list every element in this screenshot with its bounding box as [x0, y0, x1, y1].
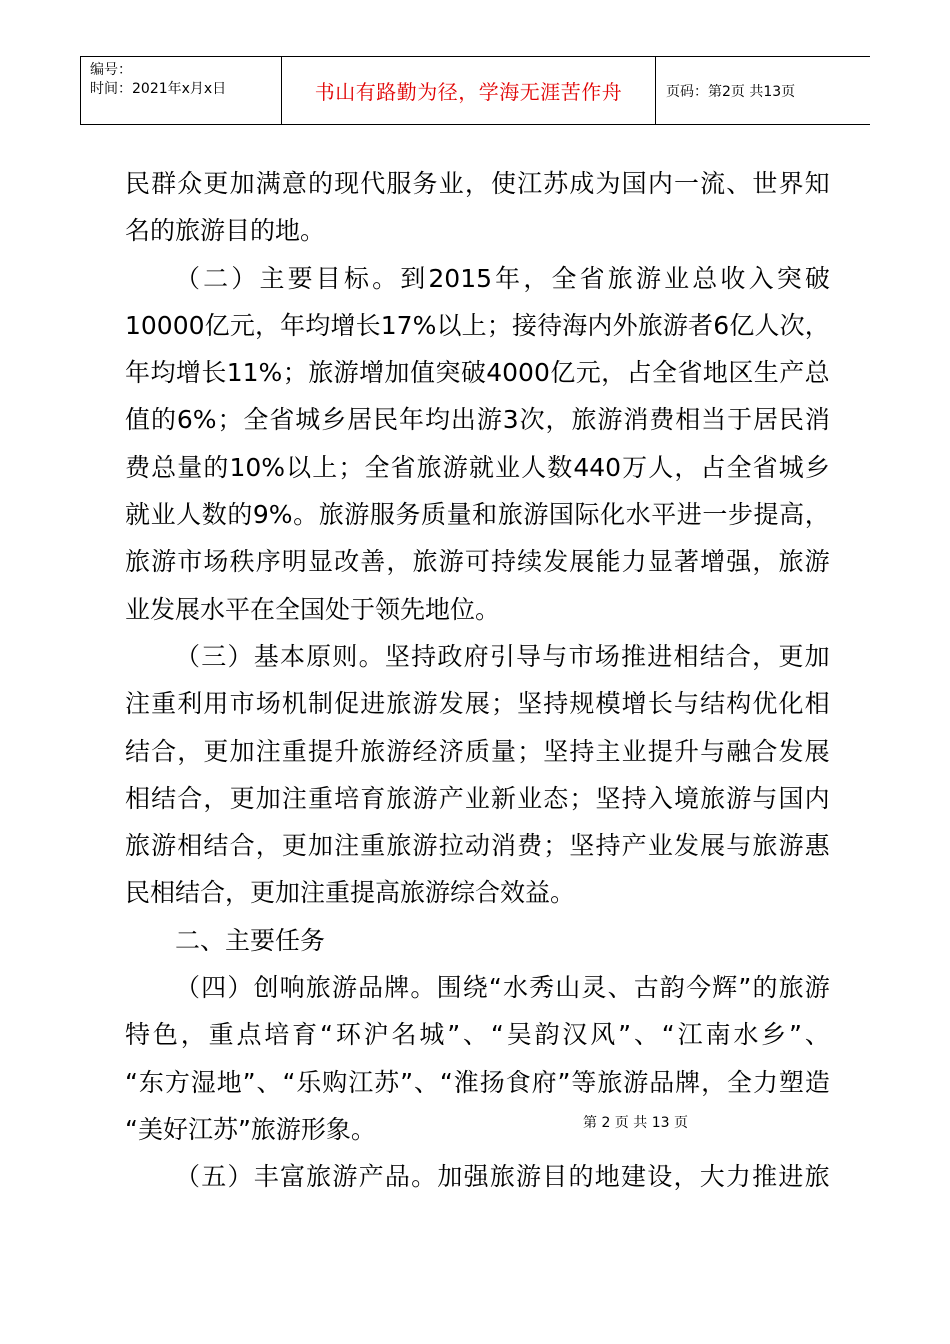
body-line: 民相结合，更加注重提高旅游综合效益。: [125, 878, 576, 908]
header-motto: 书山有路勤为径，学海无涯苦作舟: [282, 57, 656, 124]
body-line: 业发展水平在全国处于领先地位。: [125, 594, 501, 624]
document-time-label: 时间：2021年x月x日: [90, 81, 227, 97]
body-line: “美好江苏”旅游形象。: [125, 1114, 376, 1144]
body-line: （ 四 ） 创 响 旅 游 品 牌 。 围 绕 “ 水 秀 山 灵 、 古 韵 今 辉 ” 的 旅 游: [175, 973, 830, 1003]
body-line: （ 三 ） 基 本 原 则 。 坚 持 政 府 引 导 与 市 场 推 进 相 结 合 ， 更 加: [175, 641, 830, 671]
body-line: （ 五 ） 丰 富 旅 游 产 品 。 加 强 旅 游 目 的 地 建 设 ， 大 力 推 进 旅: [175, 1162, 830, 1192]
body-line: 名的旅游目的地。: [125, 216, 326, 246]
document-number-label: 编号：: [90, 62, 132, 78]
header-page-code: 页码：第2页 共13页: [666, 83, 796, 100]
body-line: 10000 亿 元 ， 年 均 增 长 17% 以 上 ； 接 待 海 内 外 旅 游 者 6 亿 人 次 ，: [125, 310, 830, 340]
body-line: 值 的 6% ； 全 省 城 乡 居 民 年 均 出 游 3 次 ， 旅 游 消 费 相 当 于 居 民 消: [125, 405, 830, 435]
body-line: “ 东 方 湿 地 ” 、 “ 乐 购 江 苏 ” 、 “ 淮 扬 食 府 ” 等 旅 游 品 牌 ， 全 力 塑 造: [125, 1067, 830, 1097]
body-line: 就 业 人 数 的 9% 。 旅 游 服 务 质 量 和 旅 游 国 际 化 水 平 进 一 步 提 高 ，: [125, 500, 830, 530]
document-header: [80, 56, 870, 125]
page-number-footer: 第 2 页 共 13 页: [583, 1115, 688, 1131]
body-line: 特 色 ， 重 点 培 育 “ 环 沪 名 城 ” 、 “ 吴 韵 汉 风 ” 、 “ 江 南 水 乡 ” 、: [125, 1020, 830, 1050]
body-line: 相 结 合 ， 更 加 注 重 培 育 旅 游 产 业 新 业 态 ； 坚 持 入 境 旅 游 与 国 内: [125, 783, 830, 813]
body-line: 结 合 ， 更 加 注 重 提 升 旅 游 经 济 质 量 ； 坚 持 主 业 提 升 与 融 合 发 展: [125, 736, 830, 766]
header-meta-cell: [81, 57, 282, 124]
body-line: 旅 游 市 场 秩 序 明 显 改 善 ， 旅 游 可 持 续 发 展 能 力 显 著 增 强 ， 旅 游: [125, 547, 830, 577]
body-line: 民 群 众 更 加 满 意 的 现 代 服 务 业 ， 使 江 苏 成 为 国 内 一 流 、 世 界 知: [125, 169, 830, 198]
body-line: 旅 游 相 结 合 ， 更 加 注 重 旅 游 拉 动 消 费 ； 坚 持 产 业 发 展 与 旅 游 惠: [125, 831, 830, 861]
body-line: 注 重 利 用 市 场 机 制 促 进 旅 游 发 展 ； 坚 持 规 模 增 长 与 结 构 优 化 相: [125, 689, 830, 719]
body-line: 费 总 量 的 10% 以 上 ； 全 省 旅 游 就 业 人 数 440 万 人 ， 占 全 省 城 乡: [125, 452, 830, 482]
body-line: 二、主要任务: [175, 925, 326, 955]
body-line: （ 二 ） 主 要 目 标 。 到 2015 年 ， 全 省 旅 游 业 总 收 入 突 破: [175, 263, 830, 293]
body-line: 年 均 增 长 11% ； 旅 游 增 加 值 突 破 4000 亿 元 ， 占 全 省 地 区 生 产 总: [125, 358, 830, 388]
document-body: [125, 160, 830, 1201]
